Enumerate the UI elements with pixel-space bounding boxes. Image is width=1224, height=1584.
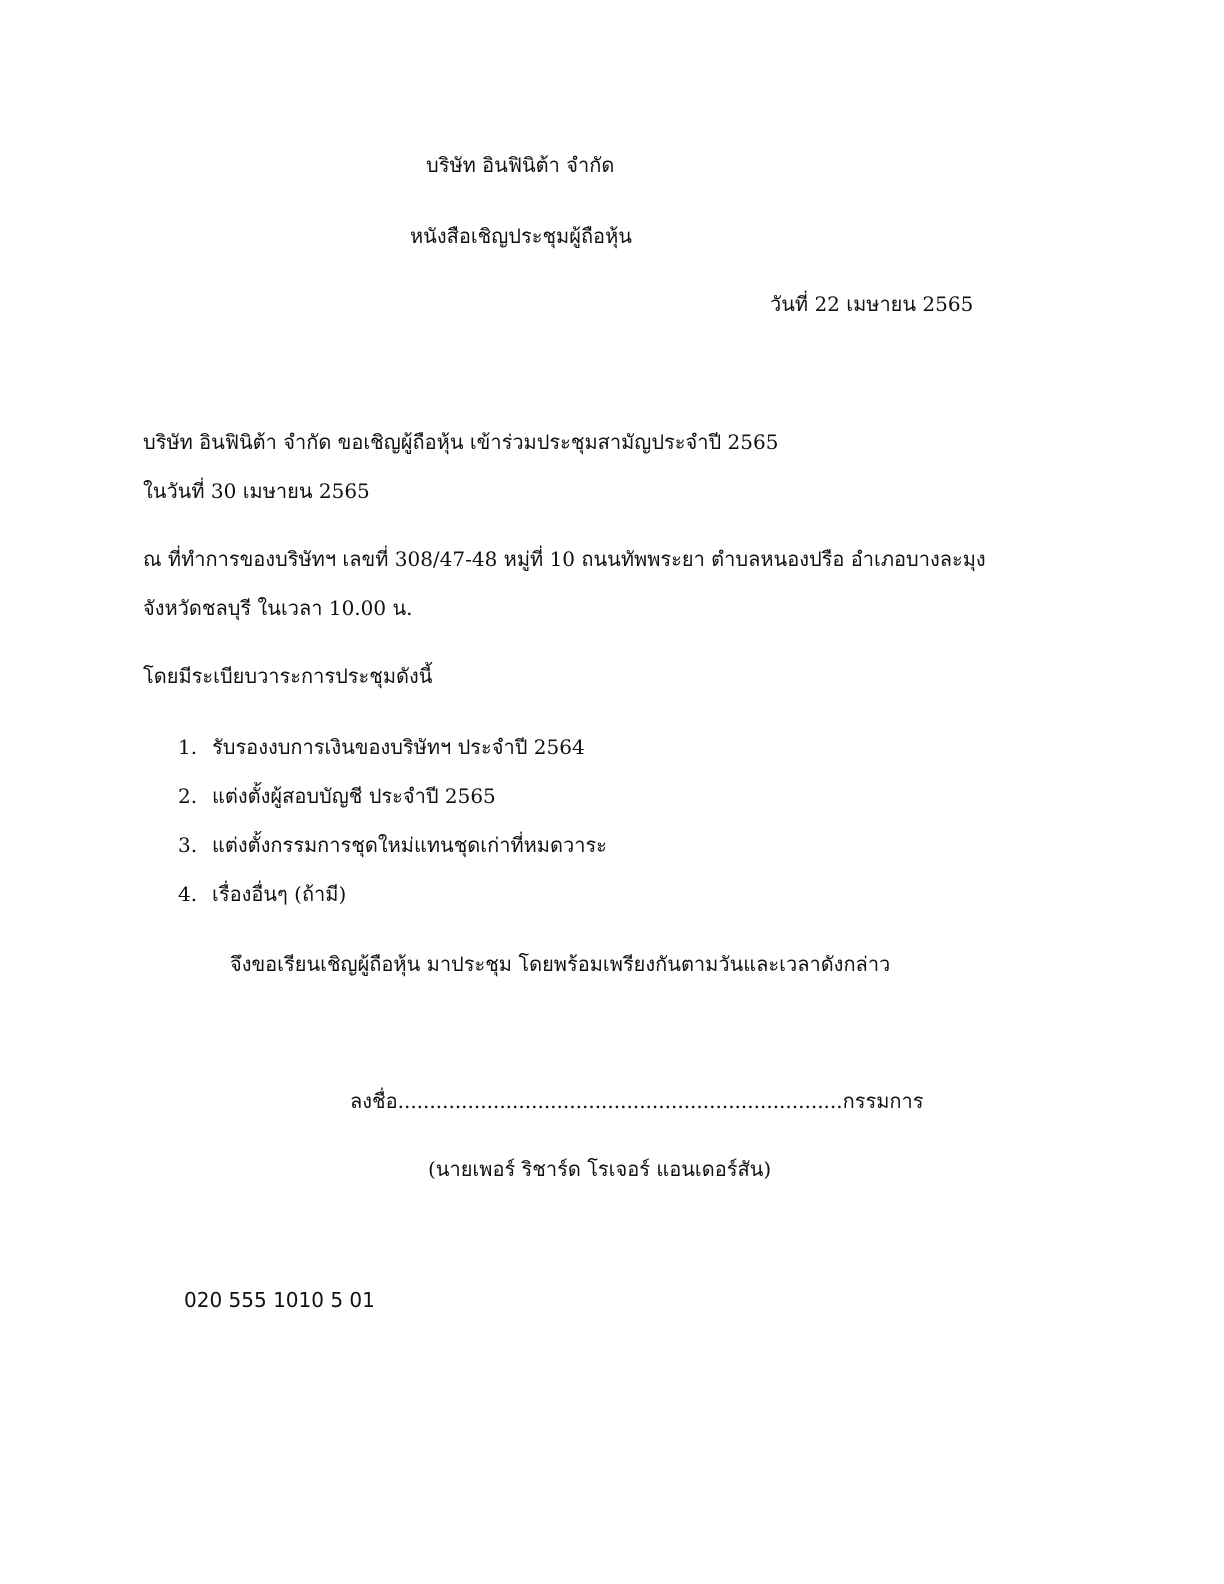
document-code: 020 555 1010 5 01	[184, 1288, 375, 1312]
agenda-item-text: รับรองงบการเงินของบริษัทฯ ประจำปี 2564	[212, 735, 585, 759]
meeting-location-line-1: ณ ที่ทำการของบริษัทฯ เลขที่ 308/47-48 หมู่ที่ 10 ถนนทัพพระยา ตำบลหนองปรือ อำเภอบางละมุง	[143, 547, 986, 571]
agenda-intro: โดยมีระเบียบวาระการประชุมดังนี้	[143, 664, 433, 688]
meeting-date-line: ในวันที่ 30 เมษายน 2565	[143, 479, 370, 503]
invitation-line-1: บริษัท อินฟินิต้า จำกัด ขอเชิญผู้ถือหุ้น เข้าร่วมประชุมสามัญประจำปี 2565	[143, 430, 779, 454]
agenda-item-number: 2.	[178, 784, 198, 808]
document-date: วันที่ 22 เมษายน 2565	[770, 292, 974, 316]
agenda-item	[178, 733, 585, 761]
agenda-item-number: 3.	[178, 833, 198, 857]
document-title: หนังสือเชิญประชุมผู้ถือหุ้น	[410, 224, 632, 248]
agenda-item-text: แต่งตั้งกรรมการชุดใหม่แทนชุดเก่าที่หมดวาระ	[212, 833, 607, 857]
signer-name: (นายเพอร์ ริชาร์ด โรเจอร์ แอนเดอร์สัน)	[428, 1157, 772, 1181]
agenda-item	[178, 782, 496, 810]
agenda-item-text: แต่งตั้งผู้สอบบัญชี ประจำปี 2565	[212, 784, 496, 808]
signature-line: ลงชื่อ......................................................................กรรมการ	[350, 1089, 924, 1113]
closing-statement: จึงขอเรียนเชิญผู้ถือหุ้น มาประชุม โดยพร้อมเพรียงกันตามวันและเวลาดังกล่าว	[230, 952, 891, 976]
agenda-item	[178, 831, 607, 859]
company-name: บริษัท อินฟินิต้า จำกัด	[426, 153, 615, 177]
agenda-item	[178, 880, 346, 908]
agenda-item-number: 1.	[178, 735, 198, 759]
meeting-location-line-2: จังหวัดชลบุรี ในเวลา 10.00 น.	[143, 596, 413, 620]
agenda-item-text: เรื่องอื่นๆ (ถ้ามี)	[212, 882, 347, 906]
agenda-item-number: 4.	[178, 882, 198, 906]
